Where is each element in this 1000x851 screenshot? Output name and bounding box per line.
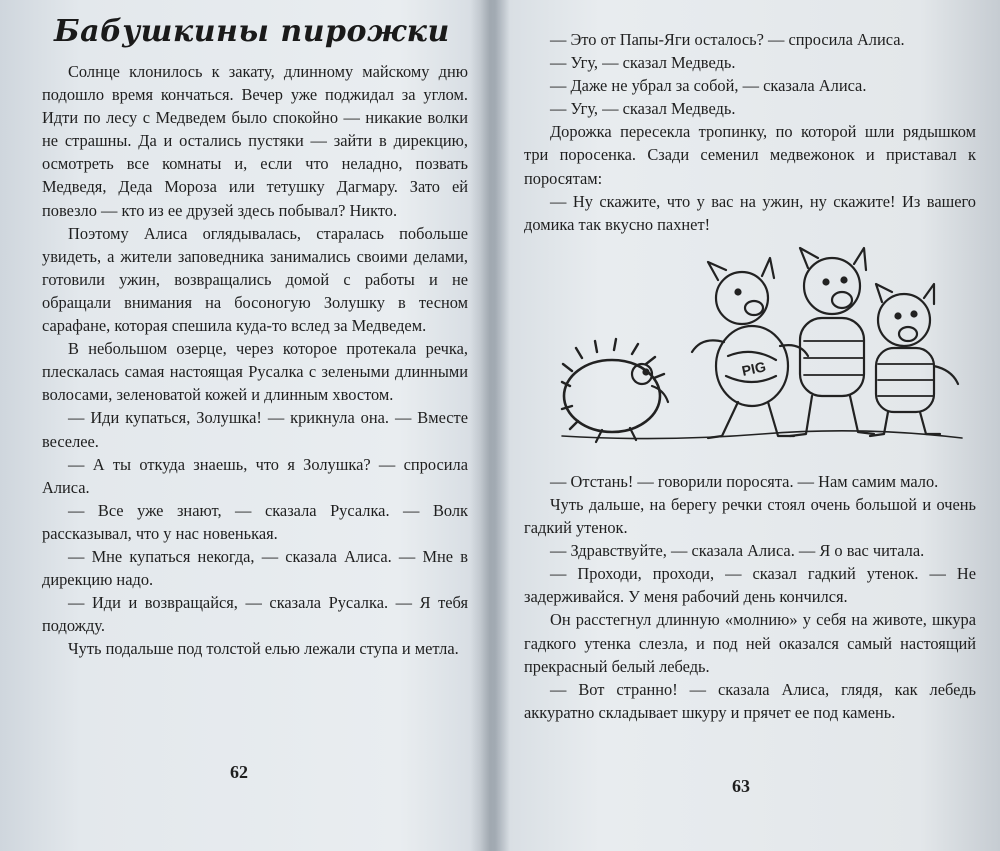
- chapter-title: Бабушкины пирожки: [54, 14, 450, 49]
- left-page-text: [42, 60, 468, 660]
- paragraph: — Отстань! — говорили поросята. — Нам самим мало.: [550, 471, 939, 491]
- paragraph: — Угу, — сказал Медведь.: [550, 99, 736, 119]
- paragraph: — Все уже знают, — сказала Русалка. — Волк рассказывал, что у нас новенькая.: [42, 500, 468, 543]
- paragraph: — Иди купаться, Золушка! — крикнула она. — Вместе веселее.: [42, 408, 468, 451]
- bear-cub-figure: [562, 339, 668, 442]
- paragraph: Чуть подальше под толстой елью лежали ступа и метла.: [68, 639, 459, 659]
- paragraph: — Иди и возвращайся, — сказала Русалка. — Я тебя подожду.: [42, 593, 468, 636]
- pig-figure-1: [692, 258, 808, 438]
- paragraph: — Даже не убрал за собой, — сказала Алиса.: [550, 76, 867, 96]
- pig-figure-2: [790, 248, 874, 436]
- paragraph: — Проходи, проходи, — сказал гадкий утенок. — Не задерживайся. У меня рабочий день кончился.: [524, 564, 976, 607]
- pig-shirt-text: PIG: [740, 358, 768, 379]
- paragraph: Поэтому Алиса оглядывалась, старалась побольше увидеть, а жители заповедника занимались своими делами, готовили ужин, возвращались домой с работы и не обращали внимания на босоногую Золушку в тесном сарафане, которая спешила куда-то вслед за Медведем.: [42, 223, 468, 336]
- paragraph: — Мне купаться некогда, — сказала Алиса. — Мне в дирекцию надо.: [42, 546, 468, 590]
- paragraph: — Ну скажите, что у вас на ужин, ну скажите! Из вашего домика так вкусно пахнет!: [524, 191, 976, 234]
- right-page: [500, 0, 1000, 851]
- paragraph: — Угу, — сказал Медведь.: [550, 53, 736, 73]
- paragraph: В небольшом озерце, через которое протекала речка, плескалась самая настоящая Русалка с зелеными длинными волосами, зеленоватой кожей и длинным хвостом.: [42, 339, 468, 405]
- page-number-right: 63: [732, 776, 750, 796]
- paragraph: — А ты откуда знаешь, что я Золушка? — спросила Алиса.: [42, 454, 468, 497]
- page-number-left: 62: [230, 762, 248, 782]
- paragraph: — Здравствуйте, — сказала Алиса. — Я о вас читала.: [550, 541, 925, 561]
- pigs-and-bear-cub-illustration: [542, 246, 972, 456]
- paragraph: Дорожка пересекла тропинку, по которой шли рядышком три поросенка. Сзади семенил медвежонок и приставал к поросятам:: [524, 122, 976, 188]
- paragraph: — Вот странно! — сказала Алиса, глядя, как лебедь аккуратно складывает шкуру и прячет ее под камень.: [524, 679, 976, 722]
- paragraph: — Это от Папы-Яги осталось? — спросила Алиса.: [550, 30, 905, 49]
- paragraph: Чуть дальше, на берегу речки стоял очень большой и очень гадкий утенок.: [524, 494, 976, 538]
- right-page-text-top: [524, 28, 976, 236]
- paragraph: Солнце клонилось к закату, длинному майскому дню подошло время кончаться. Вечер уже поджидал за углом. Идти по лесу с Медведем было спокойно — никакие волки не страшны. Да и остались пустяки — зайти в дирекцию, осмотреть все комнаты и, если что неладно, позвать Медведя, Деда Мороза или тетушку Дагмару. Зато ей повезло — кто из ее друзей здесь побывал? Никто.: [42, 62, 468, 220]
- pig-figure-3: [870, 284, 958, 436]
- paragraph: Он расстегнул длинную «молнию» у себя на животе, шкура гадкого утенка слезла, и под ней оказался самый настоящий прекрасный белый лебедь.: [524, 610, 976, 676]
- right-page-text-bottom: [524, 470, 976, 724]
- left-page: [0, 0, 492, 851]
